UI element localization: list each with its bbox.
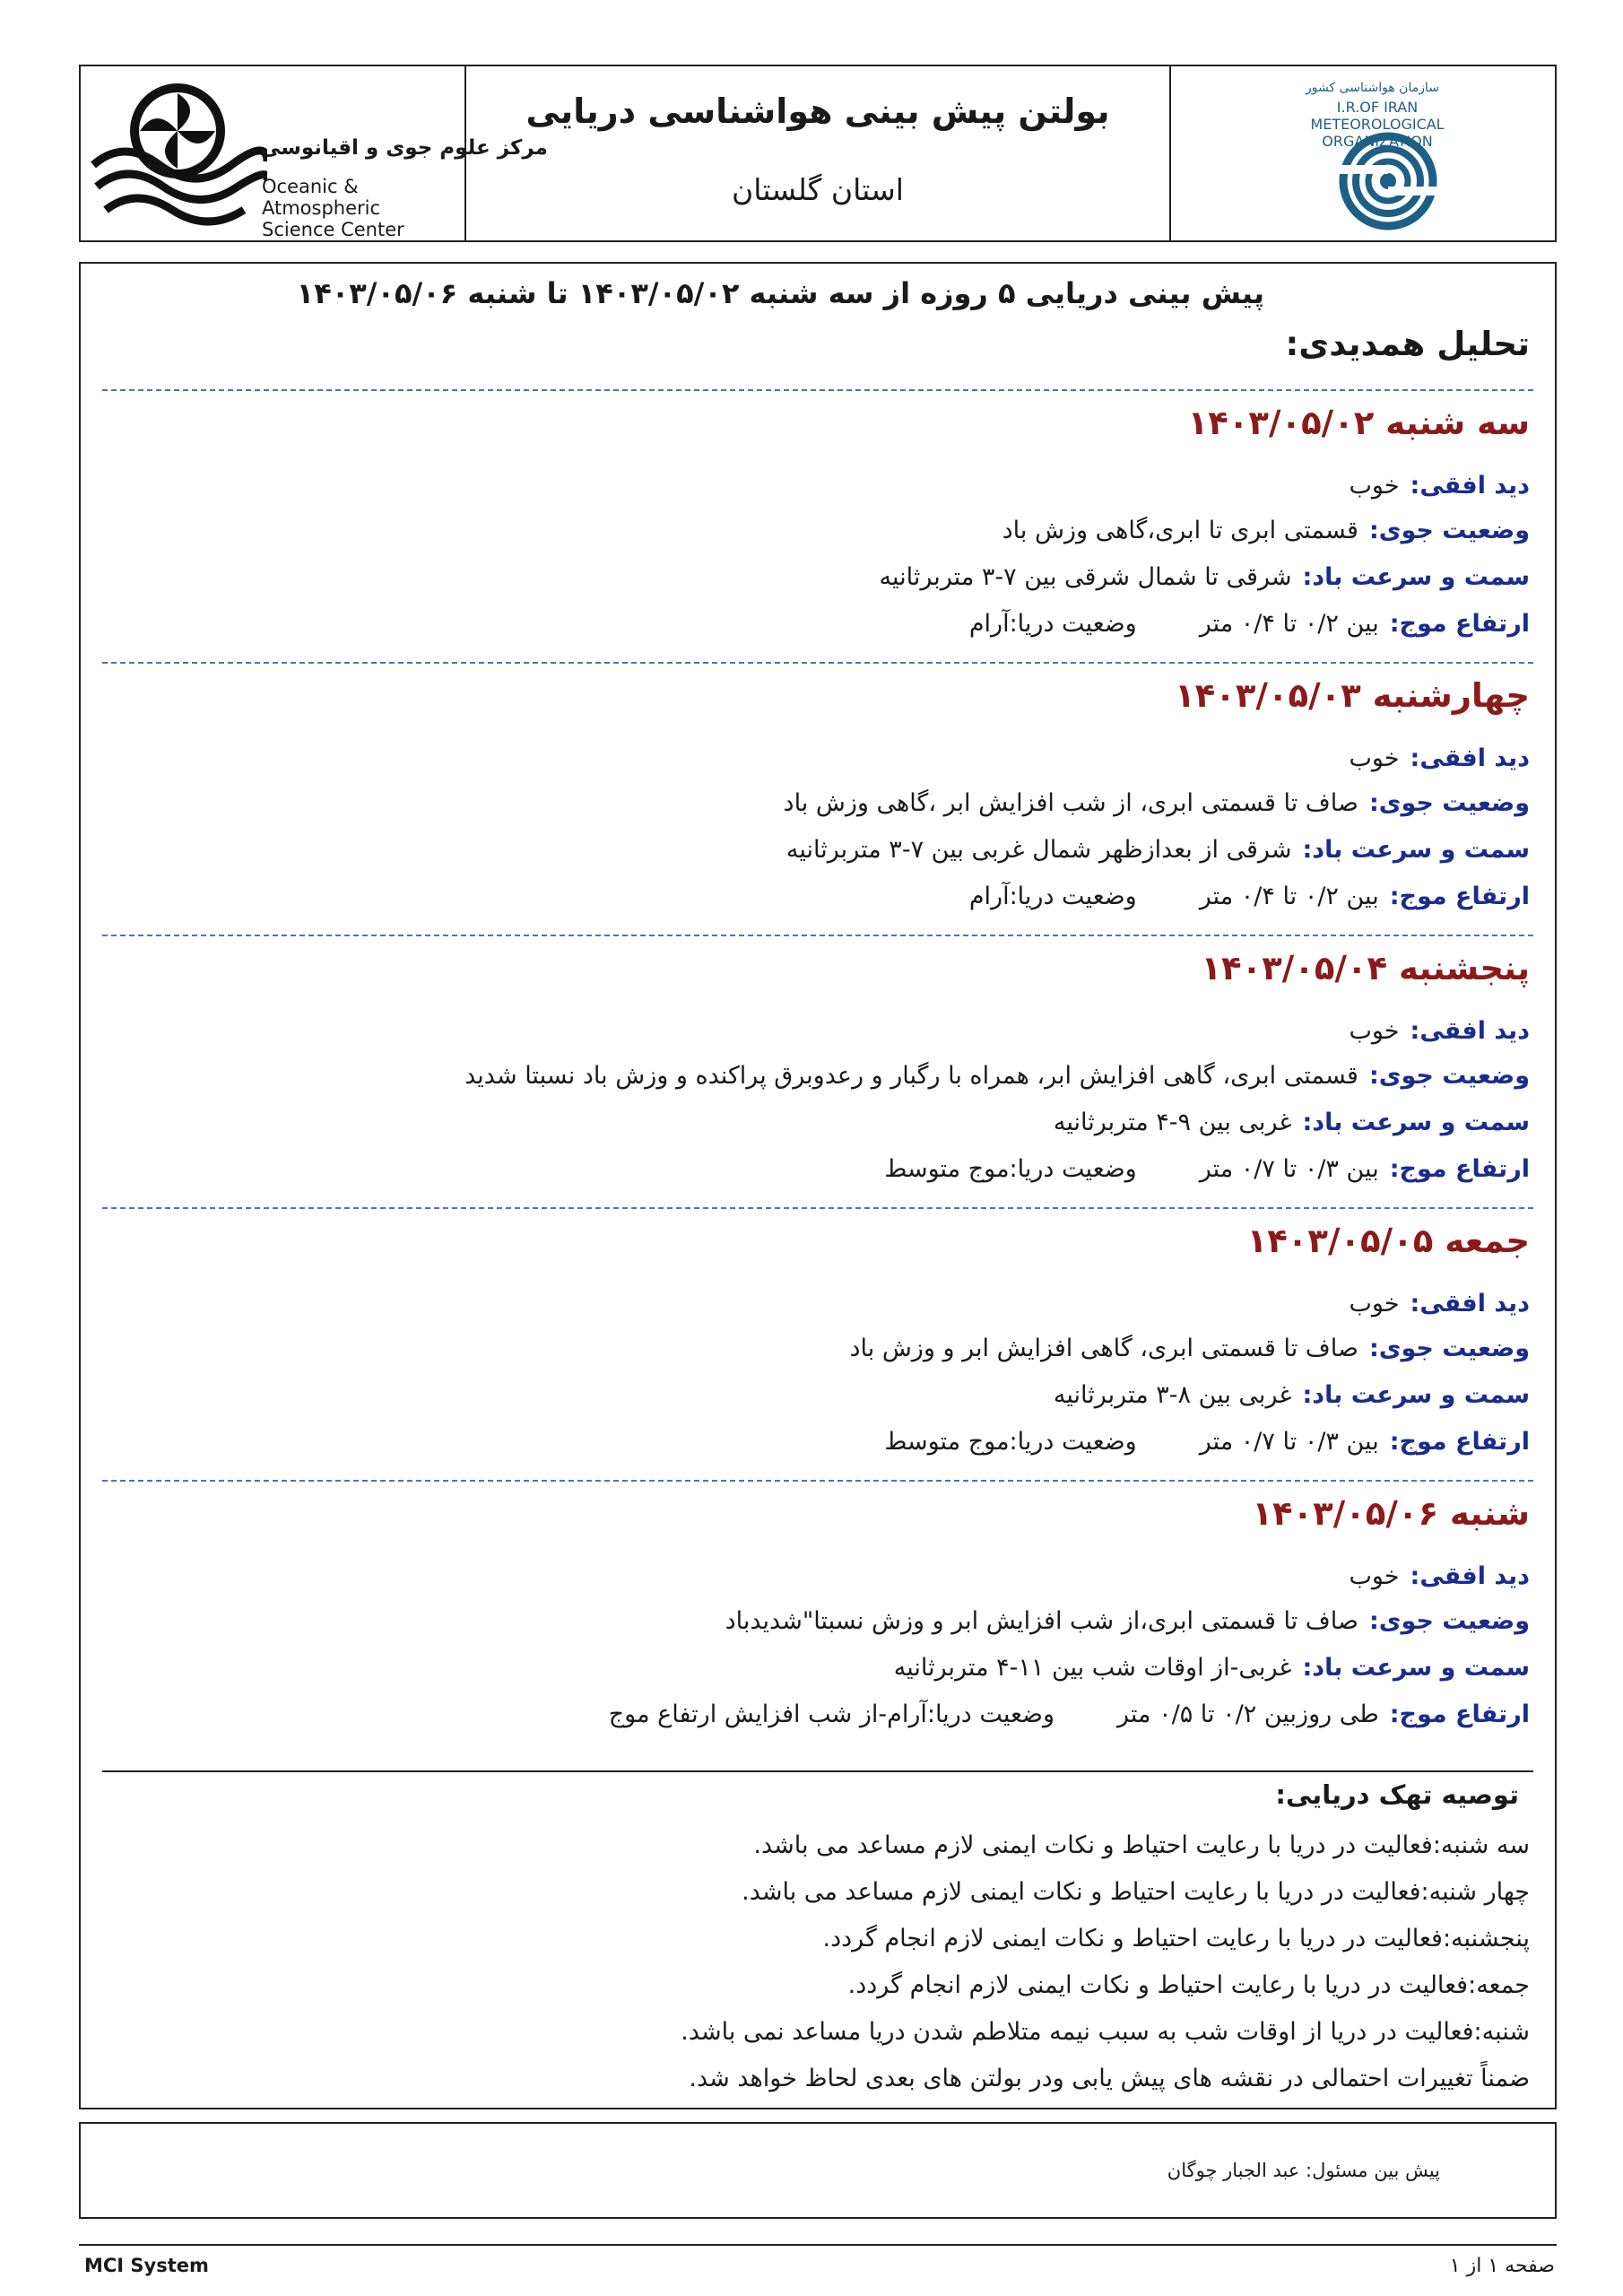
forecast-title: پیش بینی دریایی ۵ روزه از سه شنبه ۱۴۰۳/۰۵/۰۲ تا شنبه ۱۴۰۳/۰۵/۰۶ xyxy=(296,276,1264,310)
system-name: MCI System xyxy=(84,2255,209,2276)
wave-label: ارتفاع موج: xyxy=(1389,1428,1530,1456)
divider xyxy=(102,662,1533,664)
wave-label: ارتفاع موج: xyxy=(1389,1700,1530,1728)
day-title: چهارشنبه ۱۴۰۳/۰۵/۰۳ xyxy=(1175,676,1530,715)
wind-label: سمت و سرعت باد: xyxy=(1302,1654,1530,1682)
weather-row xyxy=(784,789,1530,817)
weather-row xyxy=(725,1607,1530,1635)
weather-label: وضعیت جوی: xyxy=(1368,1335,1530,1362)
wind-value: غربی بین ۸-۳ متربرثانیه xyxy=(1053,1381,1292,1409)
sea-state: وضعیت دریا:موج متوسط xyxy=(884,1155,1137,1183)
bulletin-title: بولتن پیش بینی هواشناسی دریایی xyxy=(525,91,1110,131)
imo-name-fa: سازمان هواشناسی کشور xyxy=(1306,81,1439,95)
imo-name-en: I.R.OF IRAN METEOROLOGICAL ORGANIZATION xyxy=(1310,99,1445,150)
weather-row xyxy=(849,1335,1530,1362)
weather-label: وضعیت جوی: xyxy=(1368,1607,1530,1635)
advisory-line: جمعه:فعالیت در دریا با رعایت احتیاط و نکات ایمنی لازم انجام گردد. xyxy=(847,1971,1530,1999)
advisory-line: ضمناً تغییرات احتمالی در نقشه های پیش یابی ودر بولتن های بعدی لحاظ خواهد شد. xyxy=(689,2065,1530,2092)
wave-label: ارتفاع موج: xyxy=(1389,883,1530,910)
divider xyxy=(102,935,1533,936)
weather-value: صاف تا قسمتی ابری، از شب افزایش ابر ،گاهی وزش باد xyxy=(783,789,1358,817)
advisory-divider xyxy=(102,1770,1533,1772)
wave-label: ارتفاع موج: xyxy=(1389,610,1530,638)
imo-logo-icon xyxy=(1332,129,1449,237)
weather-row xyxy=(464,1062,1530,1090)
wind-value: شرقی از بعدازظهر شمال غربی بین ۷-۳ متربرثانیه xyxy=(785,836,1292,864)
title-cell xyxy=(466,66,1171,240)
divider xyxy=(102,1480,1533,1482)
wave-value: بین ۰/۳ تا ۰/۷ متر xyxy=(1199,1428,1379,1456)
advisory-line: چهار شنبه:فعالیت در دریا با رعایت احتیاط و نکات ایمنی لازم مساعد می باشد. xyxy=(742,1878,1530,1906)
visibility-row xyxy=(1349,744,1530,772)
wind-row xyxy=(786,836,1530,864)
wind-label: سمت و سرعت باد: xyxy=(1302,836,1530,864)
day-title: شنبه ۱۴۰۳/۰۵/۰۶ xyxy=(1252,1494,1530,1533)
wind-value: غربی بین ۹-۴ متربرثانیه xyxy=(1053,1109,1292,1136)
advisory-line: شنبه:فعالیت در دریا از اوقات شب به سبب نیمه متلاطم شدن دریا مساعد نمی باشد. xyxy=(681,2018,1530,2046)
visibility-value: خوب xyxy=(1349,1562,1400,1590)
weather-label: وضعیت جوی: xyxy=(1368,789,1530,817)
wind-label: سمت و سرعت باد: xyxy=(1302,1381,1530,1409)
oasc-logo-cell xyxy=(81,66,548,240)
wind-value: غربی-از اوقات شب بین ۱۱-۴ متربرثانیه xyxy=(893,1654,1292,1682)
wind-row xyxy=(1054,1381,1530,1409)
visibility-row xyxy=(1349,1017,1530,1045)
divider xyxy=(102,389,1533,391)
wind-label: سمت و سرعت باد: xyxy=(1302,1109,1530,1136)
divider xyxy=(102,1207,1533,1209)
wind-label: سمت و سرعت باد: xyxy=(1302,563,1530,591)
visibility-value: خوب xyxy=(1349,744,1400,772)
weather-value: صاف تا قسمتی ابری، گاهی افزایش ابر و وزش باد xyxy=(849,1335,1358,1362)
wind-row xyxy=(1054,1109,1530,1136)
visibility-row xyxy=(1349,1562,1530,1590)
advisory-title: توصیه تهک دریایی: xyxy=(1275,1779,1519,1810)
province-name: استان گلستان xyxy=(732,172,904,207)
visibility-value: خوب xyxy=(1349,1290,1400,1318)
sea-state: وضعیت دریا:آرام xyxy=(968,610,1137,638)
oasc-logo-icon xyxy=(88,75,267,237)
visibility-label: دید افقی: xyxy=(1410,1562,1530,1590)
wave-row xyxy=(969,610,1530,638)
visibility-label: دید افقی: xyxy=(1410,1290,1530,1318)
visibility-row xyxy=(1349,472,1530,500)
wave-row xyxy=(969,883,1530,910)
oasc-name-fa: مرکز علوم جوی و اقیانوسی xyxy=(260,136,548,160)
wind-row xyxy=(894,1654,1530,1682)
day-title: پنجشنبه ۱۴۰۳/۰۵/۰۴ xyxy=(1201,949,1530,987)
visibility-label: دید افقی: xyxy=(1410,744,1530,772)
visibility-label: دید افقی: xyxy=(1410,472,1530,500)
imo-logo-cell xyxy=(1171,66,1555,240)
signature-box xyxy=(79,2122,1557,2219)
sea-state: وضعیت دریا:موج متوسط xyxy=(884,1428,1137,1456)
advisory-line: پنجشنبه:فعالیت در دریا با رعایت احتیاط و نکات ایمنی لازم انجام گردد. xyxy=(822,1925,1530,1952)
page-number: صفحه ۱ از ۱ xyxy=(1449,2255,1555,2277)
wind-value: شرقی تا شمال شرقی بین ۷-۳ متربرثانیه xyxy=(879,563,1292,591)
bulletin-header xyxy=(79,65,1557,242)
visibility-row xyxy=(1349,1290,1530,1318)
day-title: جمعه ۱۴۰۳/۰۵/۰۵ xyxy=(1246,1222,1530,1260)
oasc-name-en: Oceanic & Atmospheric Science Center xyxy=(262,176,404,240)
day-title: سه شنبه ۱۴۰۳/۰۵/۰۲ xyxy=(1187,404,1530,442)
weather-label: وضعیت جوی: xyxy=(1368,1062,1530,1090)
visibility-value: خوب xyxy=(1349,1017,1400,1045)
visibility-label: دید افقی: xyxy=(1410,1017,1530,1045)
advisory-line: سه شنبه:فعالیت در دریا با رعایت احتیاط و نکات ایمنی لازم مساعد می باشد. xyxy=(753,1831,1530,1859)
weather-value: قسمتی ابری تا ابری،گاهی وزش باد xyxy=(1002,517,1358,544)
wave-value: بین ۰/۳ تا ۰/۷ متر xyxy=(1199,1155,1379,1183)
wave-row xyxy=(884,1428,1530,1456)
wave-value: طی روزبین ۰/۲ تا ۰/۵ متر xyxy=(1117,1700,1379,1728)
weather-value: قسمتی ابری، گاهی افزایش ابر، همراه با رگبار و رعدوبرق پراکنده و وزش باد نسبتا شدید xyxy=(464,1062,1358,1090)
wave-row xyxy=(884,1155,1530,1183)
forecast-box xyxy=(79,262,1557,2109)
sea-state: وضعیت دریا:آرام-از شب افزایش ارتفاع موج xyxy=(608,1700,1055,1728)
forecaster-signature: پیش بین مسئول: عبد الجبار چوگان xyxy=(1167,2160,1440,2181)
visibility-value: خوب xyxy=(1349,472,1400,500)
analysis-label: تحلیل همدیدی: xyxy=(1285,325,1530,363)
weather-row xyxy=(1002,517,1530,544)
wave-value: بین ۰/۲ تا ۰/۴ متر xyxy=(1199,883,1379,910)
wave-label: ارتفاع موج: xyxy=(1389,1155,1530,1183)
sea-state: وضعیت دریا:آرام xyxy=(968,883,1137,910)
weather-label: وضعیت جوی: xyxy=(1368,517,1530,544)
wave-row xyxy=(609,1700,1530,1728)
wave-value: بین ۰/۲ تا ۰/۴ متر xyxy=(1199,610,1379,638)
weather-value: صاف تا قسمتی ابری،از شب افزایش ابر و وزش نسبتا"شدیدباد xyxy=(725,1607,1358,1635)
footer-divider xyxy=(79,2244,1557,2246)
wind-row xyxy=(879,563,1530,591)
